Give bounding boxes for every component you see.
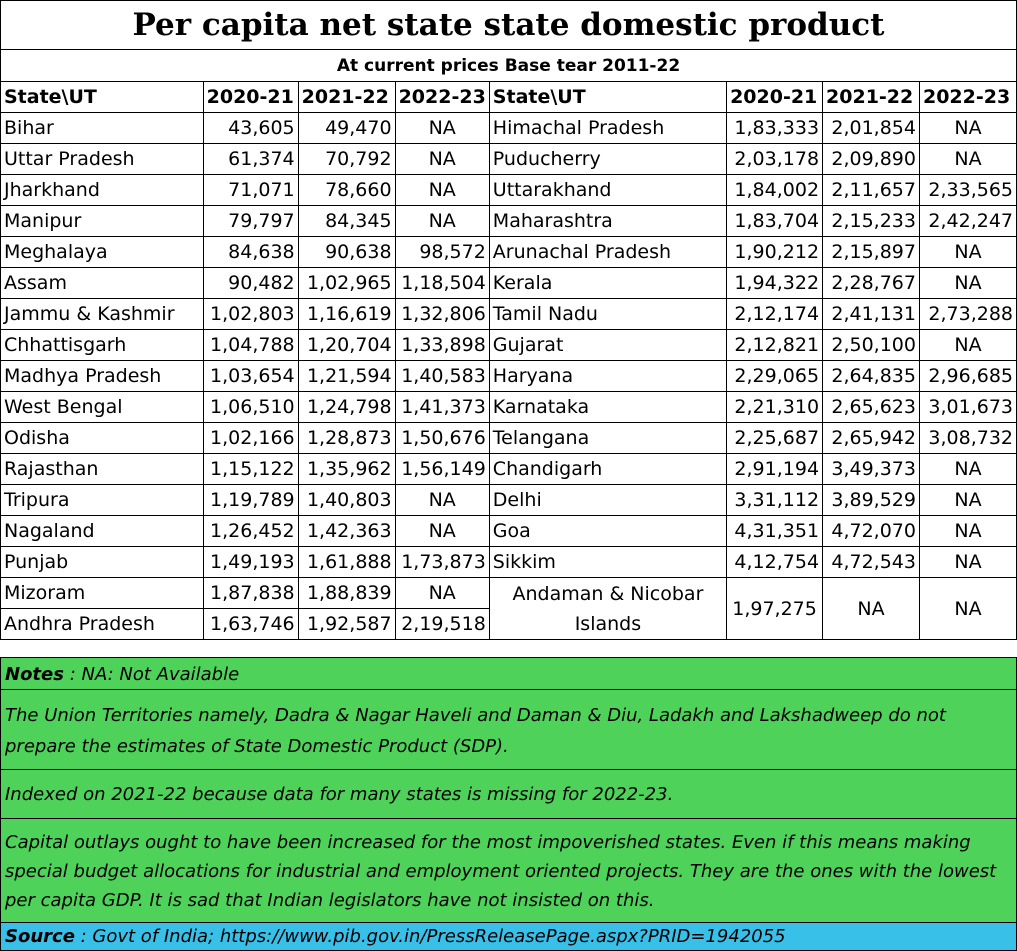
value-cell: 1,90,212 bbox=[727, 237, 823, 268]
value-cell: 1,83,333 bbox=[727, 113, 823, 144]
value-cell: 1,02,965 bbox=[298, 268, 395, 299]
value-cell: 3,31,112 bbox=[727, 485, 823, 516]
value-cell: 2,64,835 bbox=[823, 361, 920, 392]
value-cell: 2,91,194 bbox=[727, 454, 823, 485]
value-cell: 4,72,543 bbox=[823, 547, 920, 578]
value-cell: 1,33,898 bbox=[395, 330, 489, 361]
subtitle: At current prices Base tear 2011-22 bbox=[0, 49, 1017, 82]
value-cell: 1,40,803 bbox=[298, 485, 395, 516]
value-cell: NA bbox=[919, 578, 1016, 640]
value-cell: 61,374 bbox=[203, 144, 298, 175]
value-cell: 1,42,363 bbox=[298, 516, 395, 547]
value-cell: 1,50,676 bbox=[395, 423, 489, 454]
value-cell: 1,32,806 bbox=[395, 299, 489, 330]
state-name: Chhattisgarh bbox=[1, 330, 204, 361]
value-cell: 2,28,767 bbox=[823, 268, 920, 299]
state-name: Jammu & Kashmir bbox=[1, 299, 204, 330]
value-cell: NA bbox=[919, 113, 1016, 144]
state-name: Andaman & Nicobar Islands bbox=[489, 578, 726, 640]
value-cell: 1,63,746 bbox=[203, 609, 298, 640]
value-cell: 1,41,373 bbox=[395, 392, 489, 423]
value-cell: 2,21,310 bbox=[727, 392, 823, 423]
value-cell: 3,01,673 bbox=[919, 392, 1016, 423]
state-name: Meghalaya bbox=[1, 237, 204, 268]
notes-na bbox=[0, 657, 1017, 690]
value-cell: 1,83,704 bbox=[727, 206, 823, 237]
state-name: Tamil Nadu bbox=[489, 299, 726, 330]
value-cell: 1,73,873 bbox=[395, 547, 489, 578]
header-2020-21: 2020-21 bbox=[203, 82, 298, 113]
table-row bbox=[1, 299, 1017, 330]
value-cell: 2,73,288 bbox=[919, 299, 1016, 330]
value-cell: 1,20,704 bbox=[298, 330, 395, 361]
state-name: Arunachal Pradesh bbox=[489, 237, 726, 268]
source-label: Source bbox=[5, 926, 75, 947]
state-name: Himachal Pradesh bbox=[489, 113, 726, 144]
state-name: Mizoram bbox=[1, 578, 204, 609]
page-title: Per capita net state state domestic product bbox=[0, 0, 1017, 50]
state-name: Uttar Pradesh bbox=[1, 144, 204, 175]
value-cell: 3,49,373 bbox=[823, 454, 920, 485]
value-cell: 78,660 bbox=[298, 175, 395, 206]
header-2022-23-right: 2022-23 bbox=[919, 82, 1016, 113]
table-row bbox=[1, 392, 1017, 423]
value-cell: NA bbox=[823, 578, 920, 640]
value-cell: 1,49,193 bbox=[203, 547, 298, 578]
state-name: Telangana bbox=[489, 423, 726, 454]
header-2021-22: 2021-22 bbox=[298, 82, 395, 113]
table-row bbox=[1, 113, 1017, 144]
value-cell: 84,345 bbox=[298, 206, 395, 237]
value-cell: NA bbox=[919, 268, 1016, 299]
state-name: West Bengal bbox=[1, 392, 204, 423]
value-cell: 1,18,504 bbox=[395, 268, 489, 299]
value-cell: 2,19,518 bbox=[395, 609, 489, 640]
value-cell: NA bbox=[919, 547, 1016, 578]
value-cell: 1,02,166 bbox=[203, 423, 298, 454]
header-row bbox=[1, 82, 1017, 113]
value-cell: 71,071 bbox=[203, 175, 298, 206]
header-2021-22-right: 2021-22 bbox=[823, 82, 920, 113]
value-cell: 1,16,619 bbox=[298, 299, 395, 330]
value-cell: NA bbox=[395, 485, 489, 516]
value-cell: 2,41,131 bbox=[823, 299, 920, 330]
state-name: Punjab bbox=[1, 547, 204, 578]
state-name: Karnataka bbox=[489, 392, 726, 423]
value-cell: NA bbox=[919, 516, 1016, 547]
value-cell: 98,572 bbox=[395, 237, 489, 268]
notes-capital-text: Capital outlays ought to have been increased for the most impoverished states. Even if this means making special budget allocations for industrial and employment oriented projects. They are the ones with the lowest per capita GDP. It is sad that Indian legislators have not insisted on this. bbox=[5, 832, 997, 911]
table-row bbox=[1, 175, 1017, 206]
state-name: Chandigarh bbox=[489, 454, 726, 485]
data-table bbox=[0, 81, 1017, 640]
value-cell: 79,797 bbox=[203, 206, 298, 237]
table-row bbox=[1, 547, 1017, 578]
value-cell: 1,40,583 bbox=[395, 361, 489, 392]
table-row bbox=[1, 361, 1017, 392]
state-name: Odisha bbox=[1, 423, 204, 454]
value-cell: 1,19,789 bbox=[203, 485, 298, 516]
value-cell: 2,96,685 bbox=[919, 361, 1016, 392]
state-name: Maharashtra bbox=[489, 206, 726, 237]
state-name: Goa bbox=[489, 516, 726, 547]
state-name: Haryana bbox=[489, 361, 726, 392]
value-cell: NA bbox=[395, 516, 489, 547]
value-cell: 2,09,890 bbox=[823, 144, 920, 175]
value-cell: 1,04,788 bbox=[203, 330, 298, 361]
value-cell: 4,31,351 bbox=[727, 516, 823, 547]
value-cell: 1,02,803 bbox=[203, 299, 298, 330]
value-cell: 70,792 bbox=[298, 144, 395, 175]
value-cell: 2,42,247 bbox=[919, 206, 1016, 237]
value-cell: 84,638 bbox=[203, 237, 298, 268]
value-cell: 2,65,942 bbox=[823, 423, 920, 454]
value-cell: 2,12,821 bbox=[727, 330, 823, 361]
value-cell: 1,26,452 bbox=[203, 516, 298, 547]
state-name: Assam bbox=[1, 268, 204, 299]
header-2020-21-right: 2020-21 bbox=[727, 82, 823, 113]
value-cell: 1,88,839 bbox=[298, 578, 395, 609]
value-cell: 1,21,594 bbox=[298, 361, 395, 392]
table-row bbox=[1, 268, 1017, 299]
value-cell: 1,24,798 bbox=[298, 392, 395, 423]
source-row bbox=[0, 922, 1017, 951]
notes-capital bbox=[0, 818, 1017, 923]
table-row bbox=[1, 423, 1017, 454]
value-cell: 1,03,654 bbox=[203, 361, 298, 392]
state-name: Bihar bbox=[1, 113, 204, 144]
value-cell: 1,61,888 bbox=[298, 547, 395, 578]
value-cell: 1,92,587 bbox=[298, 609, 395, 640]
value-cell: 1,56,149 bbox=[395, 454, 489, 485]
state-name: Puducherry bbox=[489, 144, 726, 175]
value-cell: NA bbox=[395, 113, 489, 144]
state-name: Kerala bbox=[489, 268, 726, 299]
table-row bbox=[1, 330, 1017, 361]
value-cell: 3,08,732 bbox=[919, 423, 1016, 454]
value-cell: NA bbox=[919, 144, 1016, 175]
header-state: State\UT bbox=[1, 82, 204, 113]
value-cell: NA bbox=[395, 175, 489, 206]
table-row bbox=[1, 454, 1017, 485]
notes-na-text: : NA: Not Available bbox=[63, 664, 240, 685]
value-cell: 2,03,178 bbox=[727, 144, 823, 175]
notes-label: Notes bbox=[5, 664, 64, 685]
value-cell: 2,15,897 bbox=[823, 237, 920, 268]
value-cell: 3,89,529 bbox=[823, 485, 920, 516]
value-cell: NA bbox=[919, 237, 1016, 268]
value-cell: 90,482 bbox=[203, 268, 298, 299]
state-name: Tripura bbox=[1, 485, 204, 516]
state-name: Rajasthan bbox=[1, 454, 204, 485]
value-cell: NA bbox=[395, 144, 489, 175]
value-cell: 49,470 bbox=[298, 113, 395, 144]
notes-index bbox=[0, 769, 1017, 819]
state-name: Madhya Pradesh bbox=[1, 361, 204, 392]
value-cell: 2,33,565 bbox=[919, 175, 1016, 206]
value-cell: 2,65,623 bbox=[823, 392, 920, 423]
notes-index-text: Indexed on 2021-22 because data for many states is missing for 2022-23. bbox=[5, 784, 674, 805]
notes-ut-text: The Union Territories namely, Dadra & Nagar Haveli and Daman & Diu, Ladakh and Lakshadweep do not prepare the estimates of State Domestic Product (SDP). bbox=[5, 705, 946, 757]
value-cell: 43,605 bbox=[203, 113, 298, 144]
state-name: Jharkhand bbox=[1, 175, 204, 206]
value-cell: 1,06,510 bbox=[203, 392, 298, 423]
value-cell: 1,84,002 bbox=[727, 175, 823, 206]
header-state-right: State\UT bbox=[489, 82, 726, 113]
value-cell: 2,12,174 bbox=[727, 299, 823, 330]
value-cell: 2,25,687 bbox=[727, 423, 823, 454]
value-cell: NA bbox=[919, 330, 1016, 361]
table-row bbox=[1, 485, 1017, 516]
state-name: Manipur bbox=[1, 206, 204, 237]
table-row bbox=[1, 144, 1017, 175]
notes-ut bbox=[0, 689, 1017, 770]
value-cell: 1,28,873 bbox=[298, 423, 395, 454]
state-name: Uttarakhand bbox=[489, 175, 726, 206]
value-cell: 1,35,962 bbox=[298, 454, 395, 485]
state-name: Delhi bbox=[489, 485, 726, 516]
table-row bbox=[1, 237, 1017, 268]
value-cell: 4,72,070 bbox=[823, 516, 920, 547]
value-cell: 1,87,838 bbox=[203, 578, 298, 609]
value-cell: 2,11,657 bbox=[823, 175, 920, 206]
value-cell: 1,94,322 bbox=[727, 268, 823, 299]
value-cell: NA bbox=[395, 578, 489, 609]
value-cell: NA bbox=[919, 485, 1016, 516]
value-cell: 4,12,754 bbox=[727, 547, 823, 578]
state-name: Andhra Pradesh bbox=[1, 609, 204, 640]
value-cell: 90,638 bbox=[298, 237, 395, 268]
table-row bbox=[1, 578, 1017, 609]
state-name: Nagaland bbox=[1, 516, 204, 547]
value-cell: 2,29,065 bbox=[727, 361, 823, 392]
state-name: Sikkim bbox=[489, 547, 726, 578]
value-cell: 2,50,100 bbox=[823, 330, 920, 361]
state-name: Gujarat bbox=[489, 330, 726, 361]
value-cell: 2,01,854 bbox=[823, 113, 920, 144]
table-row bbox=[1, 516, 1017, 547]
value-cell: 2,15,233 bbox=[823, 206, 920, 237]
value-cell: NA bbox=[919, 454, 1016, 485]
source-text: : Govt of India; https://www.pib.gov.in/PressReleasePage.aspx?PRID=1942055 bbox=[74, 926, 786, 947]
table-row bbox=[1, 206, 1017, 237]
value-cell: 1,15,122 bbox=[203, 454, 298, 485]
value-cell: 1,97,275 bbox=[727, 578, 823, 640]
value-cell: NA bbox=[395, 206, 489, 237]
header-2022-23: 2022-23 bbox=[395, 82, 489, 113]
